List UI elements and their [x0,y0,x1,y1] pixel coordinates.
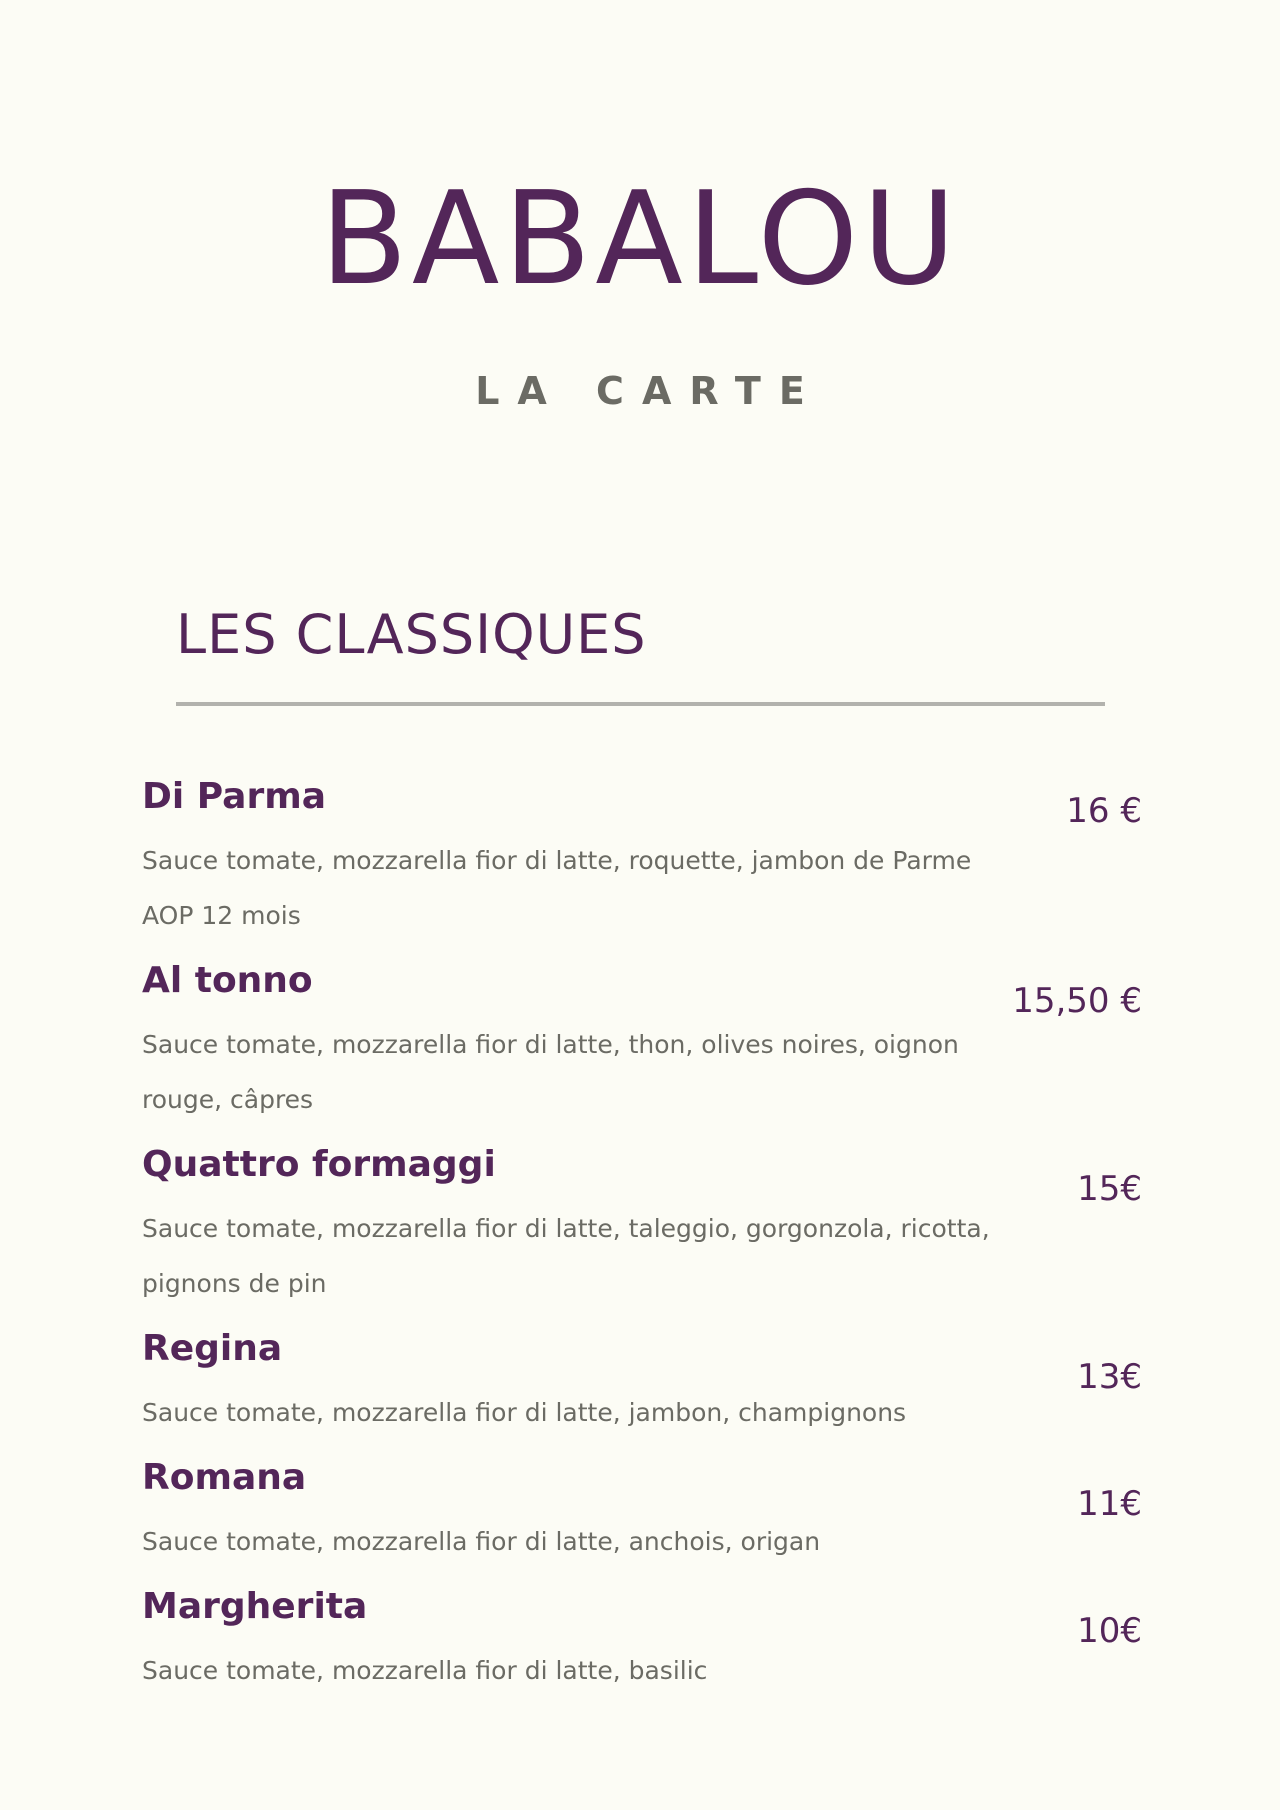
item-price: 11€ [1077,1484,1142,1524]
item-price: 10€ [1077,1611,1142,1651]
item-description: Sauce tomate, mozzarella fior di latte, basilic [142,1656,708,1685]
item-description: Sauce tomate, mozzarella fior di latte, thon, olives noires, oignon rouge, câpres [142,1030,959,1114]
item-price: 13€ [1077,1357,1142,1397]
item-name: Al tonno [142,960,313,1001]
restaurant-name: BABALOU [320,165,960,314]
item-description: Sauce tomate, mozzarella fior di latte, taleggio, gorgonzola, ricotta, pignons de pin [142,1214,990,1298]
item-name: Regina [142,1328,283,1369]
section-title: LES CLASSIQUES [176,603,647,666]
section-divider [176,702,1105,706]
item-price: 15,50 € [1012,981,1142,1021]
item-name: Quattro formaggi [142,1144,496,1185]
item-description: Sauce tomate, mozzarella fior di latte, anchois, origan [142,1527,821,1556]
item-name: Margherita [142,1586,368,1627]
item-price: 16 € [1066,791,1142,831]
item-description: Sauce tomate, mozzarella fior di latte, jambon, champignons [142,1398,907,1427]
item-price: 15€ [1077,1169,1142,1209]
item-name: Di Parma [142,776,327,817]
item-description: Sauce tomate, mozzarella fior di latte, roquette, jambon de Parme AOP 12 mois [142,846,972,930]
item-name: Romana [142,1457,307,1498]
menu-subtitle: LA CARTE [475,369,823,413]
